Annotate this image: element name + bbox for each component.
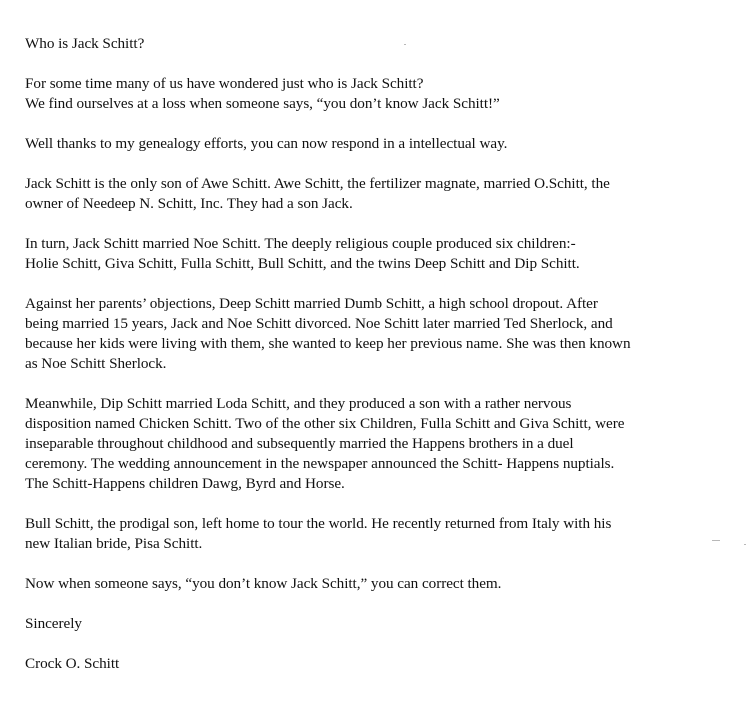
paragraph-line: ceremony. The wedding announcement in the newspaper announced the Schitt- Happens nuptials. [25, 455, 615, 472]
paragraph-conclusion [25, 574, 745, 594]
paragraph-line: as Noe Schitt Sherlock. [25, 355, 167, 372]
paragraph-line: Now when someone says, “you don’t know Jack Schitt,” you can correct them. [25, 575, 502, 592]
paragraph-children [25, 234, 745, 274]
closing-text: Sincerely [25, 615, 82, 632]
scan-artifact [744, 544, 746, 545]
paragraph-bull-schitt [25, 514, 745, 554]
paragraph-dip-schitt [25, 394, 745, 494]
letter-title [25, 34, 745, 54]
paragraph-genealogy [25, 134, 745, 154]
paragraph-line: owner of Needeep N. Schitt, Inc. They had a son Jack. [25, 195, 353, 212]
paragraph-line: We find ourselves at a loss when someone says, “you don’t know Jack Schitt!” [25, 95, 500, 112]
letter-body [25, 34, 745, 694]
scan-artifact [404, 44, 406, 45]
signature [25, 654, 745, 674]
paragraph-deep-schitt [25, 294, 745, 374]
paragraph-line: being married 15 years, Jack and Noe Schitt divorced. Noe Schitt later married Ted Sherlock, and [25, 315, 613, 332]
paragraph-line: disposition named Chicken Schitt. Two of the other six Children, Fulla Schitt and Giva Schitt, were [25, 415, 625, 432]
paragraph-line: The Schitt-Happens children Dawg, Byrd and Horse. [25, 475, 345, 492]
paragraph-line: Well thanks to my genealogy efforts, you can now respond in a intellectual way. [25, 135, 508, 152]
paragraph-line: inseparable throughout childhood and subsequently married the Happens brothers in a duel [25, 435, 574, 452]
signature-text: Crock O. Schitt [25, 655, 120, 672]
paragraph-line: because her kids were living with them, she wanted to keep her previous name. She was then known [25, 335, 631, 352]
scan-artifact [712, 540, 720, 541]
paragraph-intro [25, 74, 745, 114]
paragraph-line: Against her parents’ objections, Deep Schitt married Dumb Schitt, a high school dropout. After [25, 295, 598, 312]
closing [25, 614, 745, 634]
paragraph-line: Holie Schitt, Giva Schitt, Fulla Schitt, Bull Schitt, and the twins Deep Schitt and Dip Schitt. [25, 255, 580, 272]
paragraph-line: new Italian bride, Pisa Schitt. [25, 535, 203, 552]
paragraph-line: For some time many of us have wondered just who is Jack Schitt? [25, 75, 424, 92]
paragraph-line: Bull Schitt, the prodigal son, left home to tour the world. He recently returned from Italy with his [25, 515, 612, 532]
paragraph-line: Meanwhile, Dip Schitt married Loda Schitt, and they produced a son with a rather nervous [25, 395, 572, 412]
paragraph-line: In turn, Jack Schitt married Noe Schitt. The deeply religious couple produced six children:- [25, 235, 576, 252]
paragraph-line: Jack Schitt is the only son of Awe Schitt. Awe Schitt, the fertilizer magnate, married O.Schitt, the [25, 175, 610, 192]
paragraph-parents [25, 174, 745, 214]
title-line: Who is Jack Schitt? [25, 35, 145, 52]
